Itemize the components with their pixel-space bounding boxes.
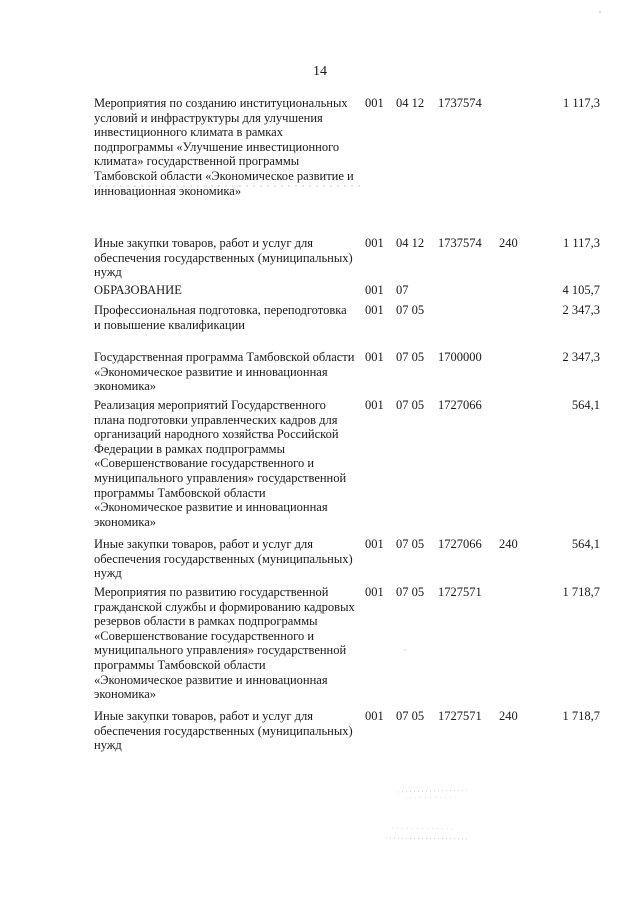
row-ministry-code: 001 <box>365 537 384 551</box>
row-section-code: 07 05 <box>396 585 425 599</box>
row-ministry-code: 001 <box>365 709 384 723</box>
row-target-code: 1727066 <box>438 398 482 412</box>
row-name: Иные закупки товаров, работ и услуг для обеспечения государственных (муниципальных) нужд <box>94 236 353 280</box>
row-section-code: 07 05 <box>396 709 425 723</box>
scan-speck-line <box>405 797 460 798</box>
scan-speck-line <box>392 828 455 829</box>
row-ministry-code: 001 <box>365 96 384 110</box>
row-section-code: 04 12 <box>396 236 425 250</box>
row-section-code: 07 <box>396 283 409 297</box>
row-section-code: 07 05 <box>396 537 425 551</box>
row-amount: 564,1 <box>571 398 600 412</box>
row-target-code: 1727571 <box>438 709 482 723</box>
row-target-code: 1737574 <box>438 236 482 250</box>
row-amount: 1 718,7 <box>562 585 600 599</box>
row-amount: 1 117,3 <box>562 236 600 250</box>
row-name: Иные закупки товаров, работ и услуг для обеспечения государственных (муниципальных) нужд <box>94 537 353 581</box>
scan-speck <box>599 11 601 13</box>
row-name: ОБРАЗОВАНИЕ <box>94 283 182 297</box>
row-target-code: 1737574 <box>438 96 482 110</box>
row-expense-code: 240 <box>499 709 518 723</box>
row-target-code: 1700000 <box>438 350 482 364</box>
row-target-code: 1727571 <box>438 585 482 599</box>
row-amount: 2 347,3 <box>562 303 600 317</box>
row-name: Государственная программа Тамбовской области «Экономическое развитие и инновационная экономика» <box>94 350 355 394</box>
row-section-code: 07 05 <box>396 350 425 364</box>
row-expense-code: 240 <box>499 236 518 250</box>
scan-speck <box>404 649 405 650</box>
row-ministry-code: 001 <box>365 398 384 412</box>
row-ministry-code: 001 <box>365 236 384 250</box>
row-name: Мероприятия по созданию институциональных условий и инфраструктуры для улучшения инвестиционного климата в рамках подпрограммы «Улучшение инвестиционного климата» государственной программы Тамбовской области «Экономическое развитие и инновационная экономика» <box>94 96 354 198</box>
row-amount: 2 347,3 <box>562 350 600 364</box>
row-amount: 1 117,3 <box>562 96 600 110</box>
row-section-code: 07 05 <box>396 303 425 317</box>
row-amount: 564,1 <box>571 537 600 551</box>
row-expense-code: 240 <box>499 537 518 551</box>
row-section-code: 04 12 <box>396 96 425 110</box>
row-name: Мероприятия по развитию государственной гражданской службы и формированию кадровых резервов области в рамках подпрограммы «Совершенствование государственного и муниципального управления» государственной программы Тамбовской области «Экономическое развитие и инновационная экономика» <box>94 585 355 702</box>
row-name: Иные закупки товаров, работ и услуг для обеспечения государственных (муниципальных) нужд <box>94 709 353 753</box>
row-name: Реализация мероприятий Государственного плана подготовки управленческих кадров для организаций народного хозяйства Российской Федерации в рамках подпрограммы «Совершенствование государственного и муниципального управления» государственной программы Тамбовской области «Экономическое развитие и инновационная экономика» <box>94 398 347 529</box>
row-ministry-code: 001 <box>365 303 384 317</box>
row-section-code: 07 05 <box>396 398 425 412</box>
row-name: Профессиональная подготовка, переподготовка и повышение квалификации <box>94 303 347 332</box>
row-target-code: 1727066 <box>438 537 482 551</box>
scan-speck-line <box>398 790 470 792</box>
row-ministry-code: 001 <box>365 350 384 364</box>
row-ministry-code: 001 <box>365 283 384 297</box>
row-ministry-code: 001 <box>365 585 384 599</box>
scan-speck-line <box>386 838 470 839</box>
page-number: 14 <box>313 64 327 79</box>
row-amount: 1 718,7 <box>562 709 600 723</box>
row-amount: 4 105,7 <box>562 283 600 297</box>
